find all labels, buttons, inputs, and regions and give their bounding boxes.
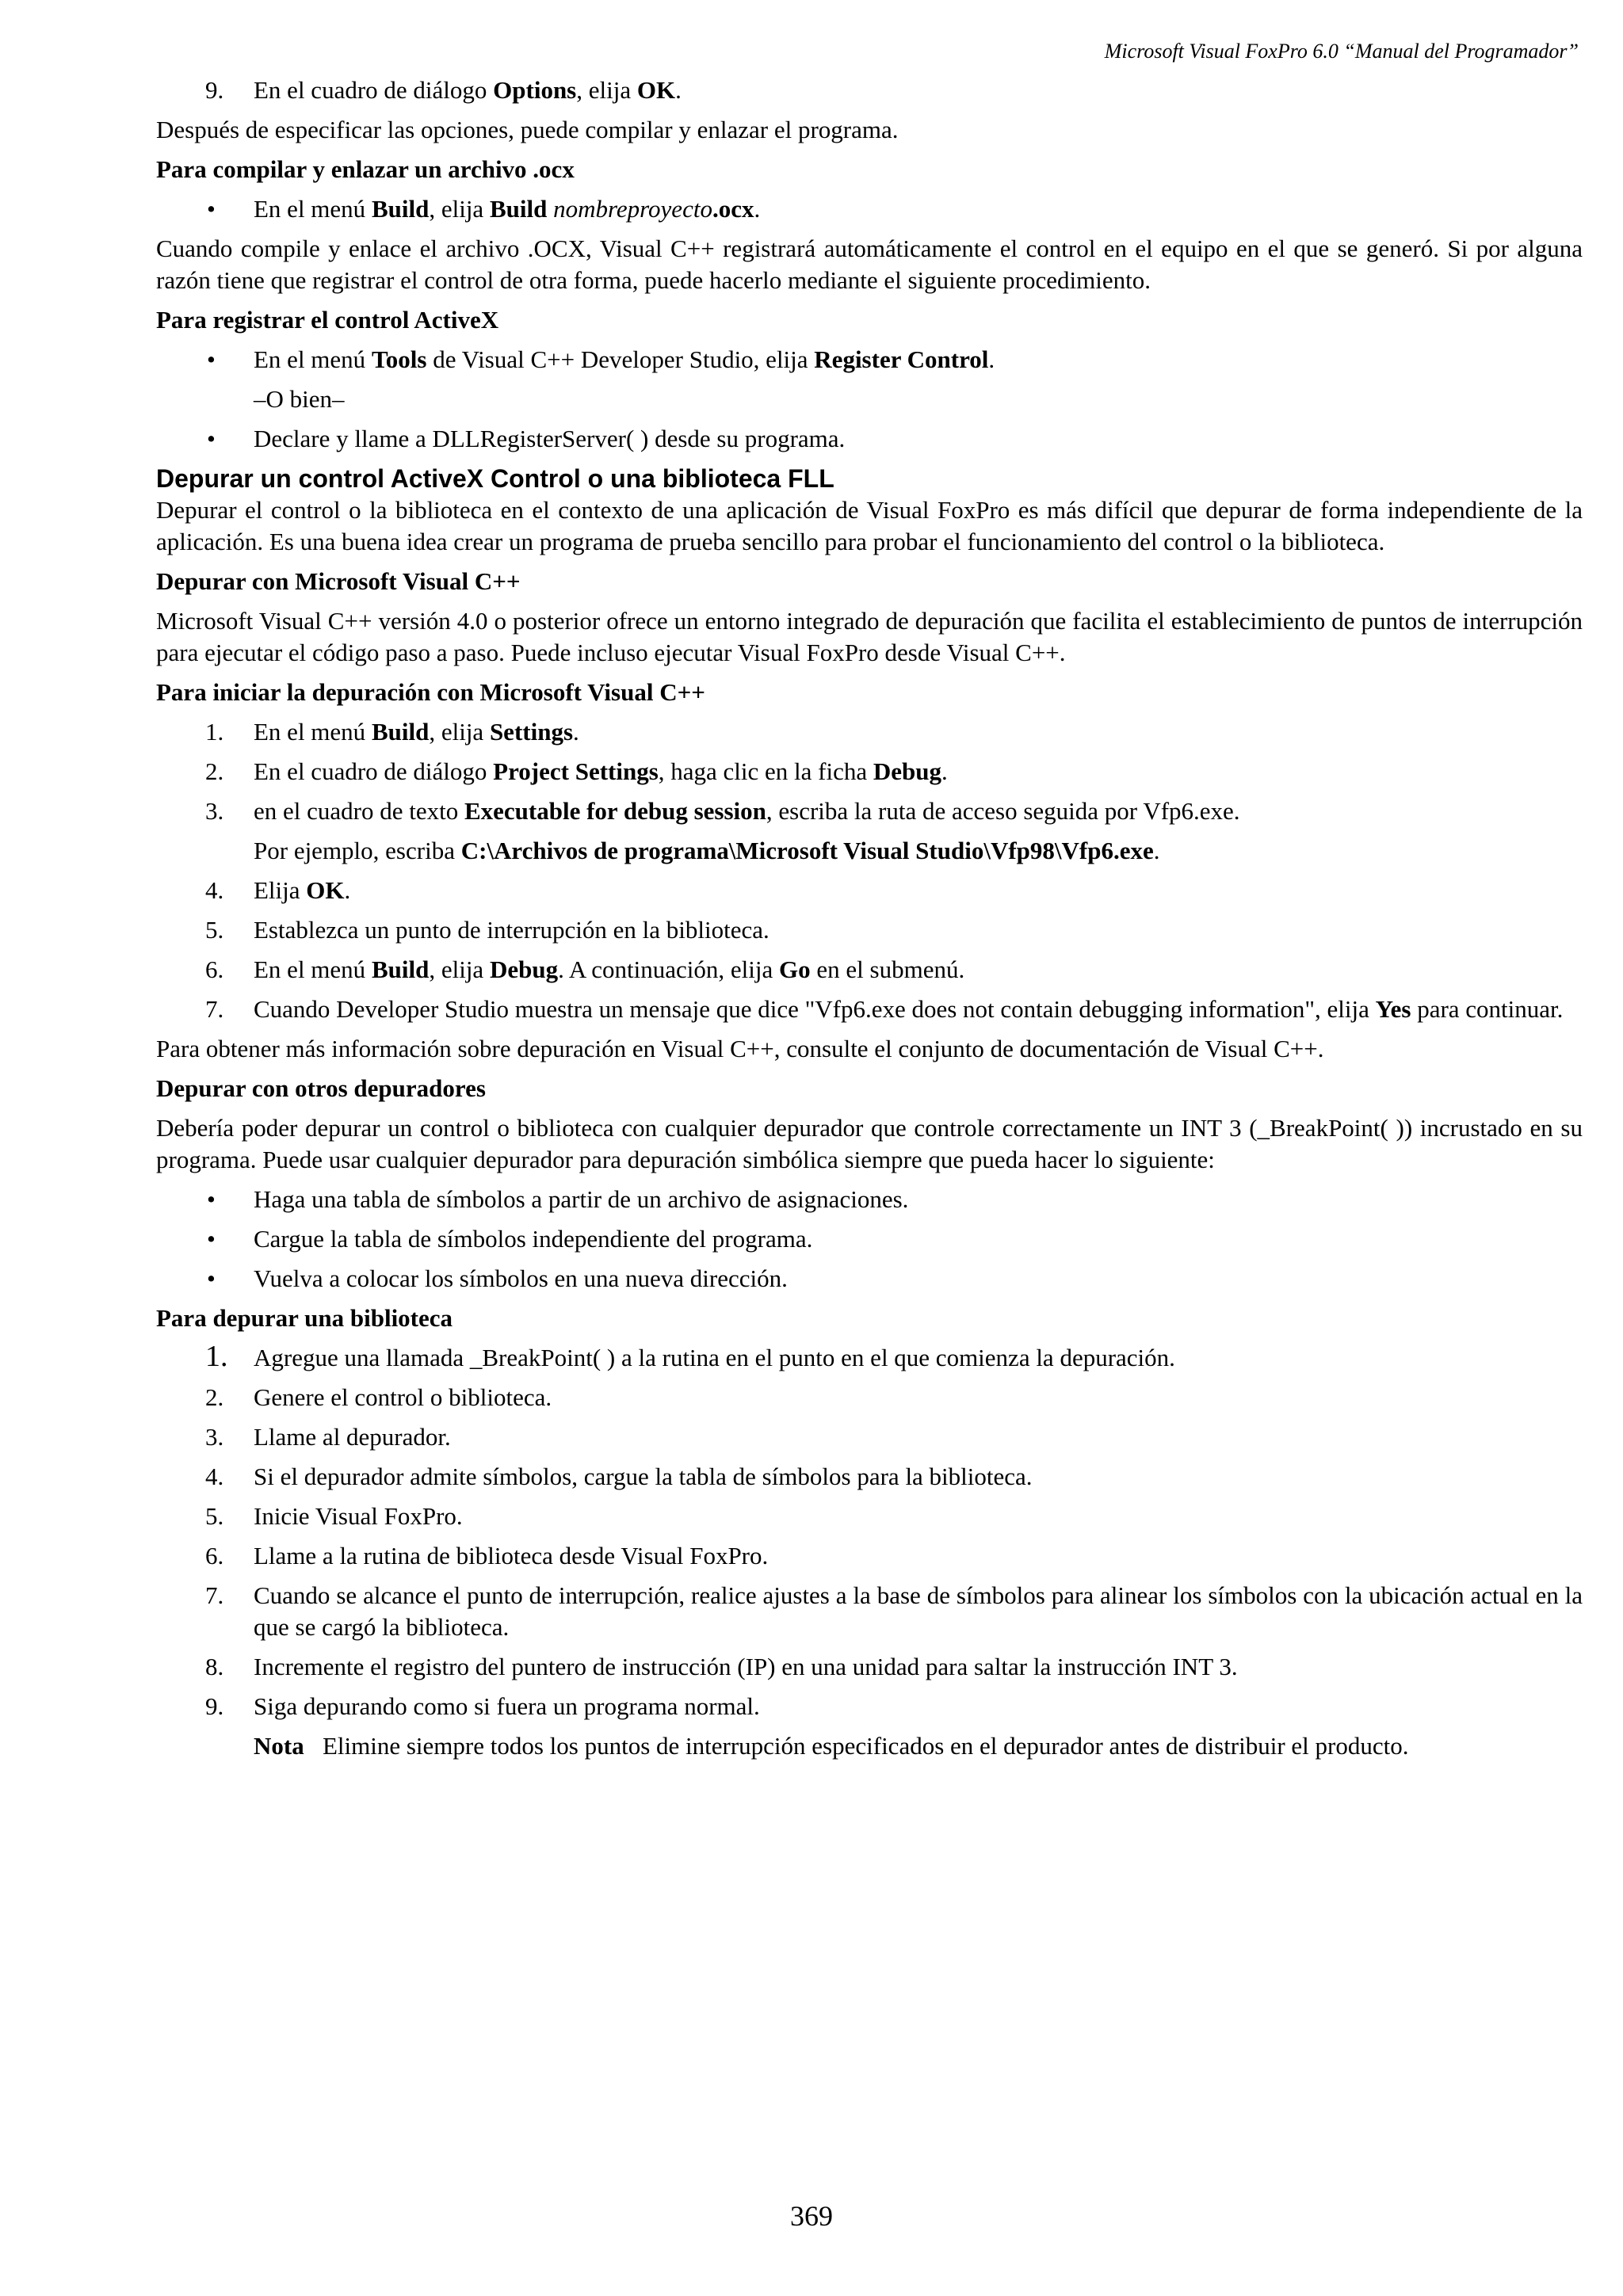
text-run: Por ejemplo, escriba: [254, 837, 461, 864]
text-run: .: [941, 757, 948, 785]
lib-step: [156, 1501, 1583, 1532]
step-number: 3.: [205, 797, 224, 825]
bullet-icon: •: [207, 1225, 216, 1253]
subheading-debug-vc: Depurar con Microsoft Visual C++: [156, 567, 521, 595]
vc-step: [156, 994, 1583, 1025]
paragraph-debug: Depurar el control o la biblioteca en el contexto de una aplicación de Visual FoxPro es más difícil que depurar de forma independiente de la aplicación. Es una buena idea crear un programa de prueba sencillo para probar el funcionamiento del control o la biblioteca.: [156, 496, 1583, 555]
step-number: 3.: [205, 1423, 224, 1451]
step-number: 9.: [205, 76, 224, 104]
register-bullet-item: [156, 423, 1583, 455]
step-number: 5.: [205, 1502, 224, 1530]
text-run: Siga depurando como si fuera un programa normal.: [254, 1692, 760, 1720]
ui-term: Yes: [1375, 995, 1411, 1023]
lib-step: [156, 1691, 1583, 1722]
text-run: , haga clic en la ficha: [658, 757, 873, 785]
step-number: 2.: [205, 757, 224, 785]
lib-step: [156, 1580, 1583, 1643]
text-run: para continuar.: [1411, 995, 1564, 1023]
note-label: Nota: [254, 1732, 304, 1760]
subheading-other-debuggers: Depurar con otros depuradores: [156, 1074, 486, 1102]
text-run: .: [1153, 837, 1160, 864]
text-run: Cargue la tabla de símbolos independiente del programa.: [254, 1225, 813, 1253]
note: [156, 1730, 1583, 1762]
text-run: .: [344, 876, 351, 904]
ui-term: Settings: [489, 718, 574, 746]
compile-bullet-item: [156, 193, 1583, 225]
lib-step: [156, 1540, 1583, 1572]
intro-step: [156, 74, 1583, 106]
step-number: 9.: [205, 1692, 224, 1720]
text-run: Cuando Developer Studio muestra un mensaje que dice "Vfp6.exe does not contain debugging information", elija: [254, 995, 1376, 1023]
text-run: Inicie Visual FoxPro.: [254, 1502, 463, 1530]
other-bullet-item: [156, 1184, 1583, 1215]
step-number: 2.: [205, 1383, 224, 1411]
vc-step: [156, 954, 1583, 986]
bullet-icon: •: [207, 1185, 216, 1213]
ui-term: Register Control: [814, 345, 989, 373]
page-content: [156, 74, 1583, 1770]
text-run: Haga una tabla de símbolos a partir de un archivo de asignaciones.: [254, 1185, 909, 1213]
ui-term: Options: [493, 76, 577, 104]
text-run: Cuando se alcance el punto de interrupción, realice ajustes a la base de símbolos para alinear los símbolos con la ubicación actual en la que se cargó la biblioteca.: [254, 1581, 1583, 1641]
text-run: .: [988, 345, 995, 373]
paragraph-more-info: Para obtener más información sobre depuración en Visual C++, consulte el conjunto de documentación de Visual C++.: [156, 1035, 1324, 1062]
lib-step: [156, 1342, 1583, 1374]
lib-step: [156, 1651, 1583, 1683]
lib-step: [156, 1421, 1583, 1453]
paragraph-other-debuggers: Debería poder depurar un control o biblioteca con cualquier depurador que controle correctamente un INT 3 (_BreakPoint( )) incrustado en su programa. Puede usar cualquier depurador para depuración simbólica siempre que pueda hacer lo siguiente:: [156, 1114, 1583, 1173]
step-number: 8.: [205, 1653, 224, 1680]
vc-step: [156, 914, 1583, 946]
bullet-icon: •: [207, 425, 216, 452]
text-run: Genere el control o biblioteca.: [254, 1383, 552, 1411]
ui-term: Executable for debug session: [464, 797, 766, 825]
text-run: , elija: [576, 76, 637, 104]
lib-step: [156, 1382, 1583, 1413]
procedure-heading-register: Para registrar el control ActiveX: [156, 306, 499, 334]
text-run: , elija: [429, 718, 490, 746]
placeholder-term: nombreproyecto: [553, 195, 712, 223]
step-number: 1.: [205, 718, 224, 746]
step-number: 5.: [205, 916, 224, 944]
procedure-heading-start-debug: Para iniciar la depuración con Microsoft Visual C++: [156, 678, 705, 706]
ui-term: Build: [371, 718, 430, 746]
ui-term: Build: [489, 195, 554, 223]
step-number: 6.: [205, 1542, 224, 1569]
text-run: Elija: [254, 876, 307, 904]
text-run: Si el depurador admite símbolos, cargue la tabla de símbolos para la biblioteca.: [254, 1463, 1033, 1490]
lib-step: [156, 1461, 1583, 1493]
text-run: Establezca un punto de interrupción en la biblioteca.: [254, 916, 769, 944]
other-bullet-item: [156, 1223, 1583, 1255]
ui-term: Go: [779, 955, 811, 983]
text-run: en el submenú.: [810, 955, 965, 983]
section-heading-debug: Depurar un control ActiveX Control o una biblioteca FLL: [156, 464, 834, 493]
vc-step-example: [156, 835, 1583, 867]
procedure-heading-compile: Para compilar y enlazar un archivo .ocx: [156, 155, 575, 183]
text-run: de Visual C++ Developer Studio, elija: [426, 345, 815, 373]
vc-step: [156, 875, 1583, 906]
text-run: .: [754, 195, 761, 223]
running-header: Microsoft Visual FoxPro 6.0 “Manual del Programador”: [1104, 40, 1579, 63]
text-run: en el cuadro de texto: [254, 797, 464, 825]
text-run: En el menú: [254, 195, 372, 223]
text-run: . A continuación, elija: [558, 955, 780, 983]
ui-term: Build: [371, 955, 430, 983]
paragraph-compile: Cuando compile y enlace el archivo .OCX, Visual C++ registrará automáticamente el control en el equipo en el que se generó. Si por alguna razón tiene que registrar el control de otra forma, puede hacerlo mediante el siguiente procedimiento.: [156, 235, 1583, 294]
ui-term: Debug: [873, 757, 942, 785]
text-run: En el menú: [254, 345, 372, 373]
text-run: .: [675, 76, 682, 104]
text-run: En el menú: [254, 718, 372, 746]
example-path: C:\Archivos de programa\Microsoft Visual Studio\Vfp98\Vfp6.exe: [460, 837, 1154, 864]
register-bullet-item: [156, 344, 1583, 376]
other-bullet-item: [156, 1263, 1583, 1295]
text-run: , elija: [429, 195, 490, 223]
text-run: .: [573, 718, 579, 746]
text-run: Vuelva a colocar los símbolos en una nueva dirección.: [254, 1264, 788, 1292]
bullet-icon: •: [207, 195, 216, 223]
text-run: Declare y llame a DLLRegisterServer( ) desde su programa.: [254, 425, 846, 452]
text-run: , elija: [429, 955, 490, 983]
vc-step: [156, 756, 1583, 788]
text-run: Agregue una llamada _BreakPoint( ) a la rutina en el punto en el que comienza la depuración.: [254, 1344, 1175, 1371]
text-run: Incremente el registro del puntero de instrucción (IP) en una unidad para saltar la instrucción INT 3.: [254, 1653, 1238, 1680]
bullet-icon: •: [207, 345, 216, 373]
paragraph-debug-vc: Microsoft Visual C++ versión 4.0 o posterior ofrece un entorno integrado de depuración que facilita el establecimiento de puntos de interrupción para ejecutar el código paso a paso. Puede incluso ejecutar Visual FoxPro desde Visual C++.: [156, 607, 1583, 666]
vc-step: [156, 716, 1583, 748]
step-number: 4.: [205, 876, 224, 904]
paragraph-after-options: Después de especificar las opciones, puede compilar y enlazar el programa.: [156, 116, 899, 143]
step-number: 7.: [205, 995, 224, 1023]
text-run: Llame a la rutina de biblioteca desde Visual FoxPro.: [254, 1542, 769, 1569]
step-number: 6.: [205, 955, 224, 983]
step-number: 4.: [205, 1463, 224, 1490]
text-run: Llame al depurador.: [254, 1423, 451, 1451]
ui-term: OK: [306, 876, 345, 904]
step-number: 1.: [205, 1340, 228, 1373]
text-run: En el cuadro de diálogo: [254, 76, 494, 104]
bullet-icon: •: [207, 1264, 216, 1292]
vc-step: [156, 795, 1583, 827]
note-text: Elimine siempre todos los puntos de interrupción especificados en el depurador antes de distribuir el producto.: [322, 1732, 1409, 1760]
ui-term: Build: [371, 195, 430, 223]
text-run: En el cuadro de diálogo: [254, 757, 494, 785]
step-number: 7.: [205, 1581, 224, 1609]
ui-term: Debug: [489, 955, 559, 983]
ui-term: Project Settings: [493, 757, 659, 785]
ui-term: OK: [636, 76, 676, 104]
or-separator: –O bien–: [254, 385, 345, 413]
ui-term: Tools: [371, 345, 427, 373]
ui-term: .ocx: [712, 195, 754, 223]
procedure-heading-library: Para depurar una biblioteca: [156, 1304, 453, 1332]
text-run: En el menú: [254, 955, 372, 983]
page-number: 369: [790, 2200, 833, 2232]
text-run: , escriba la ruta de acceso seguida por Vfp6.exe.: [766, 797, 1240, 825]
